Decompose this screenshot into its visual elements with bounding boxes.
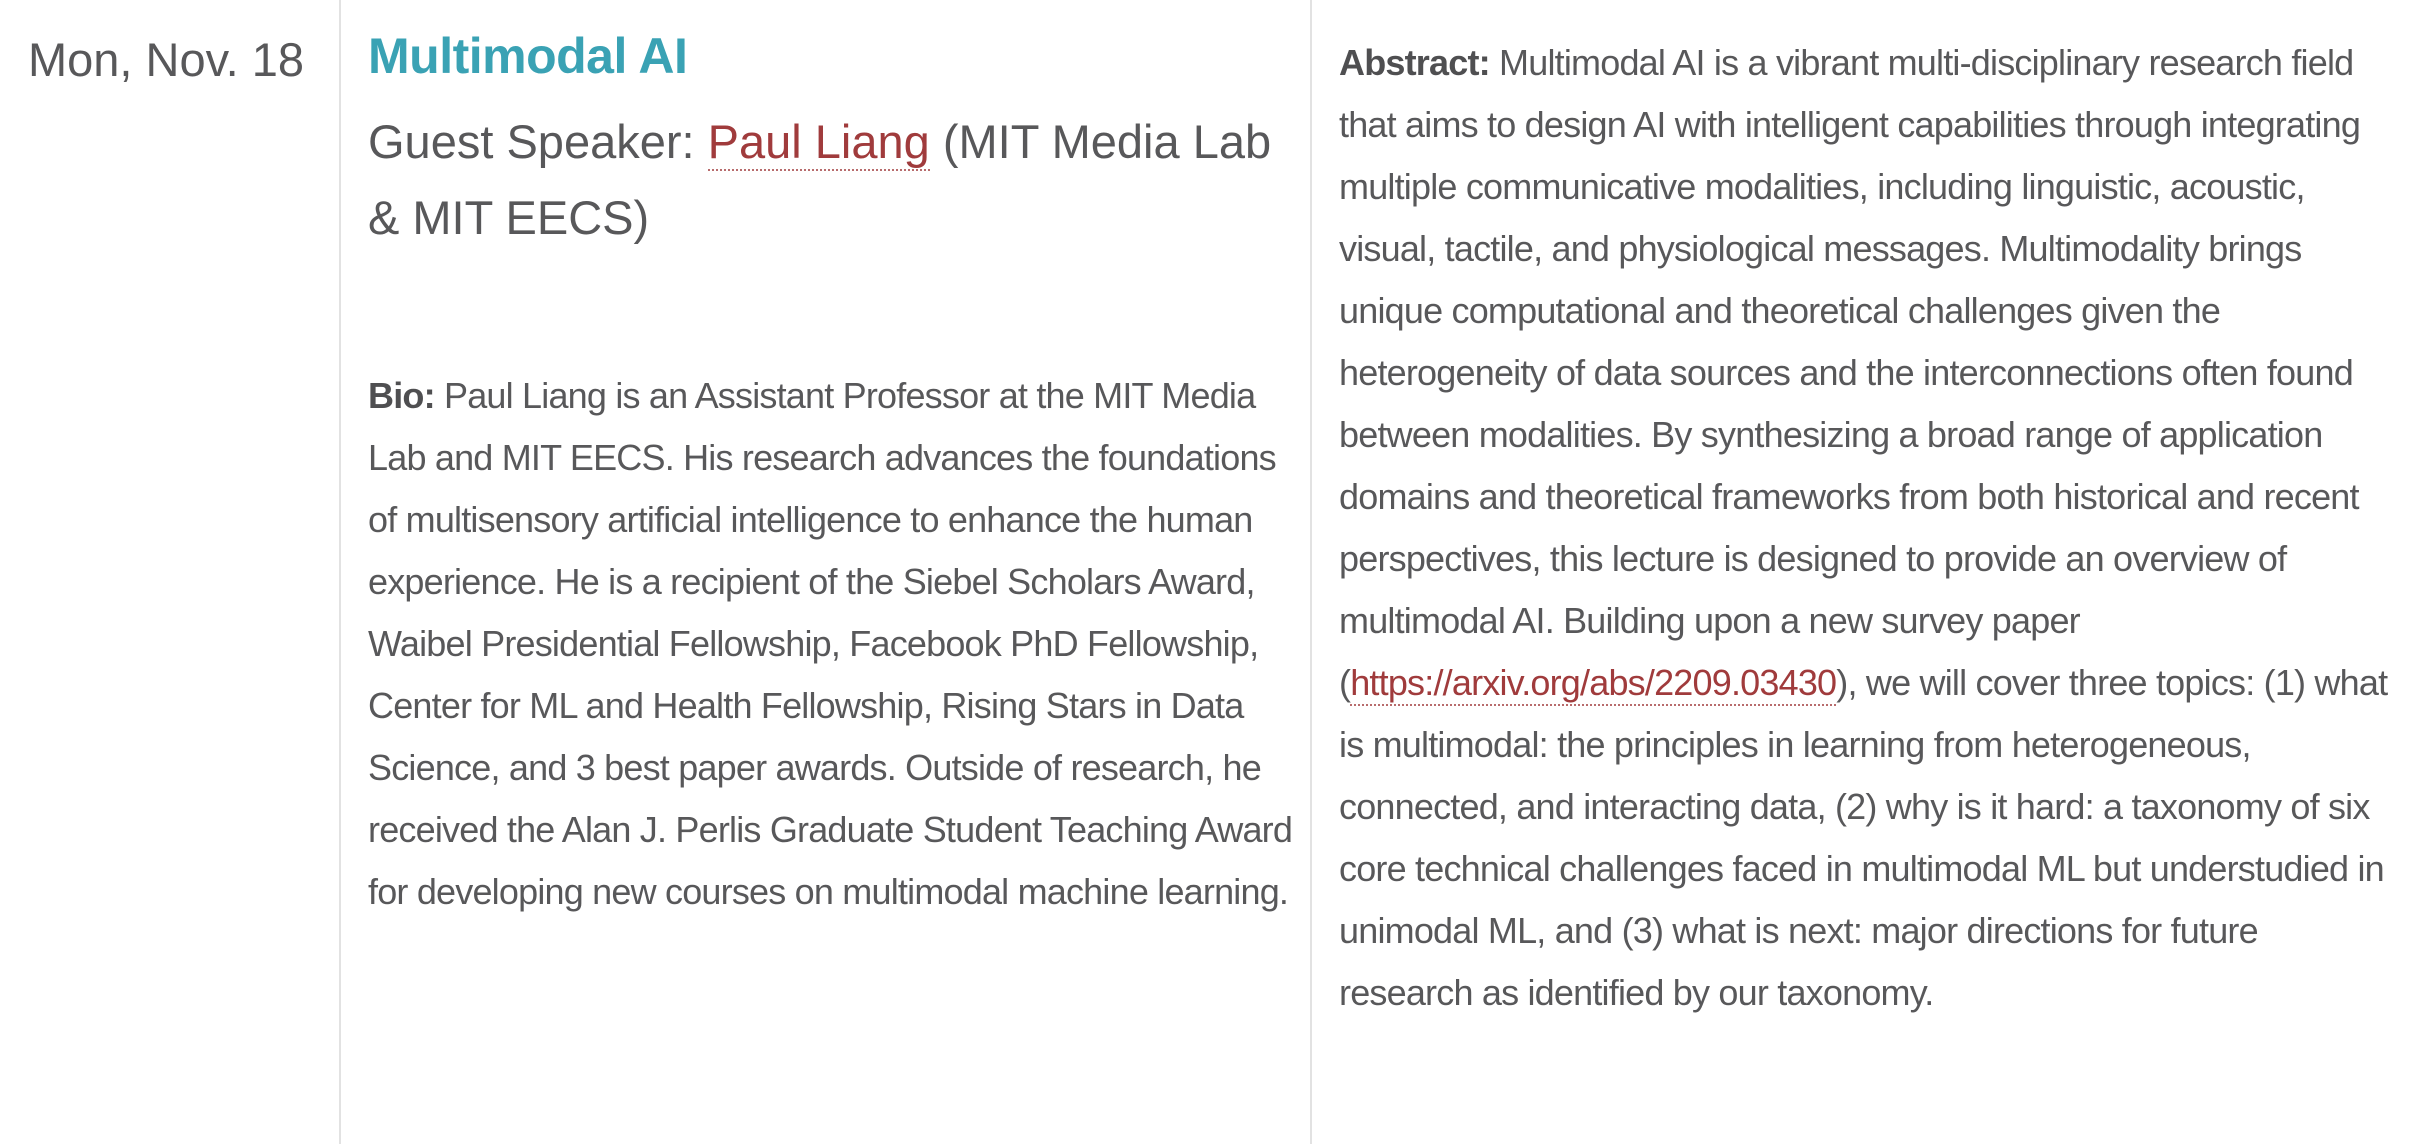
guest-speaker-prefix: Guest Speaker: [368,115,708,168]
guest-speaker-suffix: (MIT Media Lab & MIT EECS) [368,115,1272,244]
date-cell [0,0,339,1144]
guest-speaker-line [368,104,1296,256]
abstract-text-before-link: Multimodal AI is a vibrant multi-disciplinary research field that aims to design AI with intelligent capabilities through integrating multiple communicative modalities, including linguistic, acoustic, visual, tactile, and physiological messages. Multimodality brings unique computational and theoretical challenges given the heterogeneity of data sources and the interconnections often found between modalities. By synthesizing a broad range of application domains and theoretical frameworks from both historical and recent perspectives, this lecture is designed to provide an overview of multimodal AI. Building upon a new survey paper ( [1339,42,2361,703]
abstract-label: Abstract: [1339,42,1490,83]
session-cell [339,0,1310,1144]
abstract-cell [1310,0,2416,1144]
speaker-link[interactable]: Paul Liang [708,115,930,171]
abstract-paragraph [1339,32,2390,1024]
arxiv-link[interactable]: https://arxiv.org/abs/2209.03430 [1350,662,1836,706]
bio-paragraph [368,365,1296,923]
bio-text: Paul Liang is an Assistant Professor at the MIT Media Lab and MIT EECS. His research advances the foundations of multisensory artificial intelligence to enhance the human experience. He is a recipient of the Siebel Scholars Award, Waibel Presidential Fellowship, Facebook PhD Fellowship, Center for ML and Health Fellowship, Rising Stars in Data Science, and 3 best paper awards. Outside of research, he received the Alan J. Perlis Graduate Student Teaching Award for developing new courses on multimodal machine learning. [368,375,1293,912]
abstract-text-after-link: ), we will cover three topics: (1) what is multimodal: the principles in learning from heterogeneous, connected, and interacting data, (2) why is it hard: a taxonomy of six core technical challenges faced in multimodal ML but understudied in unimodal ML, and (3) what is next: major directions for future research as identified by our taxonomy. [1339,662,2388,1013]
session-title: Multimodal AI [368,28,688,84]
session-date: Mon, Nov. 18 [28,33,305,86]
bio-label: Bio: [368,375,435,416]
